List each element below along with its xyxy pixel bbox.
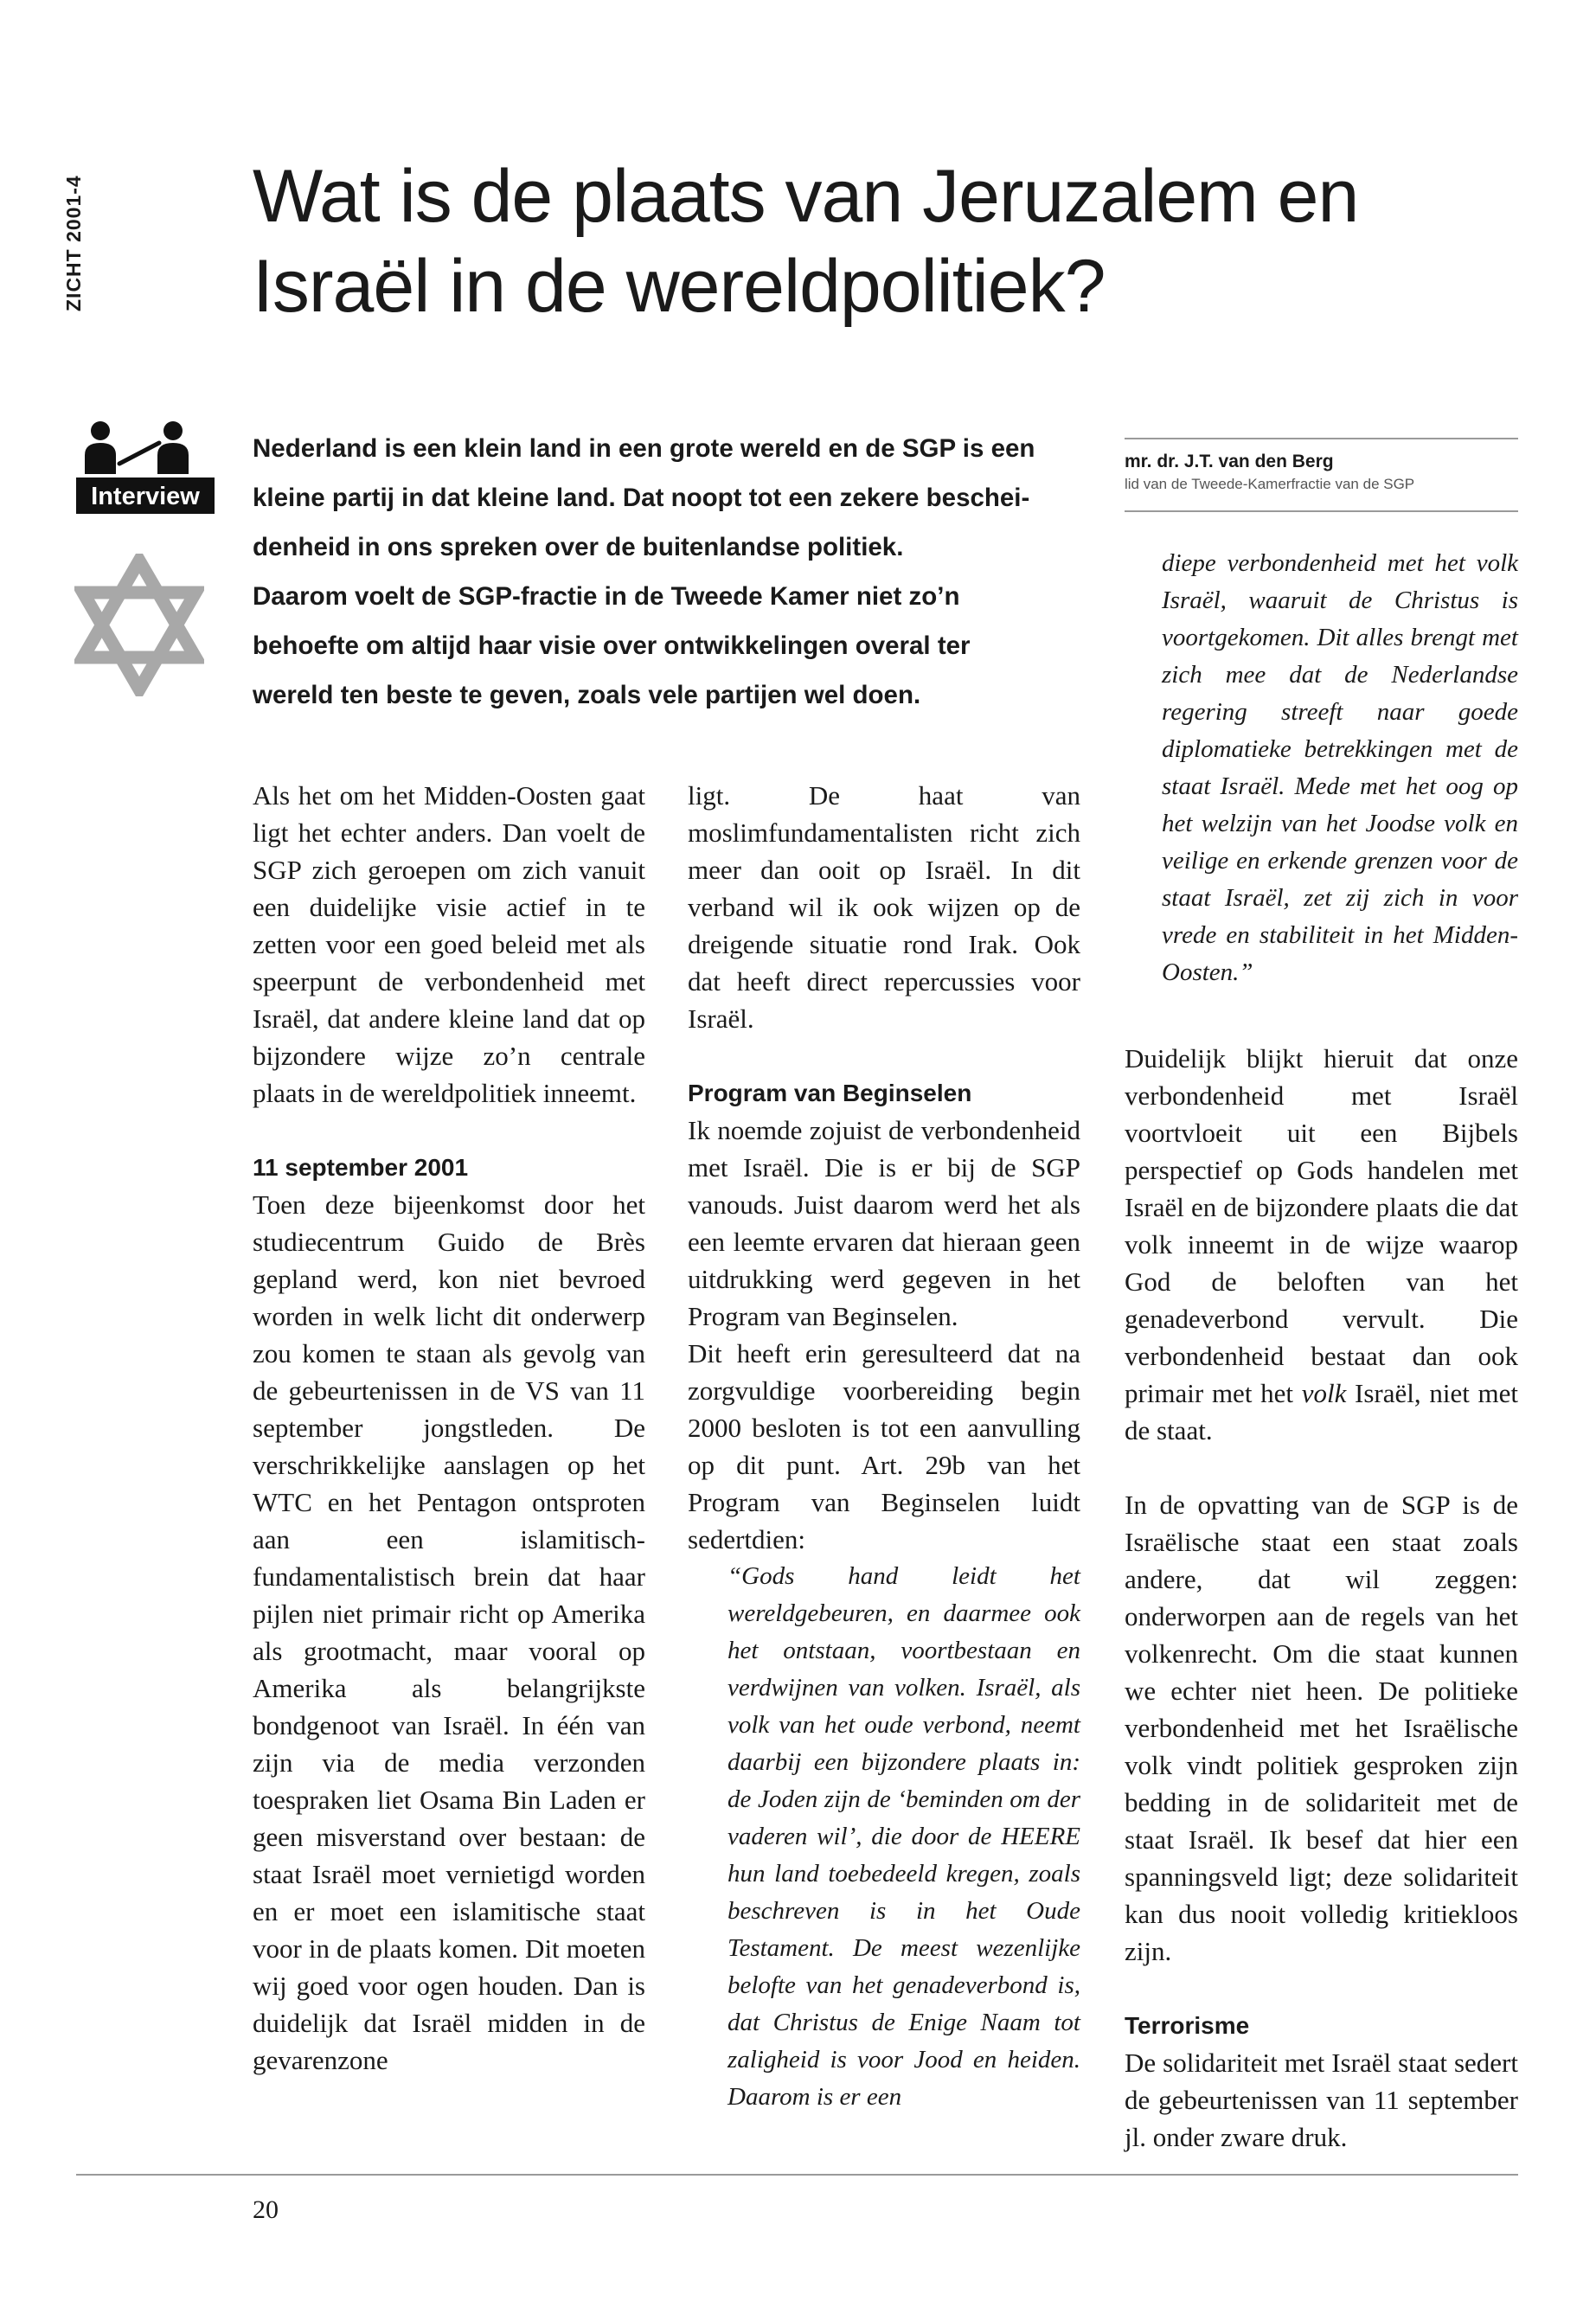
lead-line: denheid in ons spreken over de buitenlandse politiek. xyxy=(253,533,904,561)
paragraph: De solidariteit met Israël staat sedert de gebeurtenissen van 11 september jl. onder zware druk. xyxy=(1125,2048,1518,2152)
paragraph: In de opvatting van de SGP is de Israëlische staat een staat zoals andere, dat wil zeggen: onderworpen aan de regels van het volkenrecht. Om die staat kunnen we echter niet heen. De politieke verbondenheid met het Israëlische volk vindt politiek gesproken zijn bedding in de solidariteit met de staat Israël. Ik besef dat hier een spanningsveld ligt; deze solidariteit kan dus nooit volledig kritiekloos zijn. xyxy=(1125,1490,1518,1966)
section-heading: Terrorisme xyxy=(1125,2012,1250,2039)
side-label xyxy=(62,147,88,311)
emphasis: volk xyxy=(1301,1378,1347,1408)
paragraph xyxy=(1125,1040,1518,1449)
author-name: mr. dr. J.T. van den Berg xyxy=(1125,452,1334,471)
author-block xyxy=(1125,450,1518,495)
lead-line: behoefte om altijd haar visie over ontwikkelingen overal ter xyxy=(253,631,971,660)
pull-quote: diepe verbondenheid met het volk Israël, waaruit de Christus is voortgekomen. Dit alles brengt met zich mee dat de Nederlandse regering streeft naar goede diplomatieke betrekkingen met de staat Israël. Mede met het oog op het welzijn van het Joodse volk en veilige en erkende grenzen voor de staat Israël, zet zij zich in voor vrede en stabiliteit in het Midden-Oosten.” xyxy=(1162,549,1518,986)
footer-rule xyxy=(76,2174,1518,2176)
paragraph: Toen deze bijeenkomst door het studiecentrum Guido de Brès gepland werd, kon niet bevroed worden in welk licht dit onderwerp zou komen te staan als gevolg van de gebeurtenissen in de VS van 11 september jongstleden. De verschrikkelijke aanslagen op het WTC en het Pentagon ontsproten aan een islamitisch-fundamentalistisch brein dat haar pijlen niet primair richt op Amerika als grootmacht, maar vooral op Amerika als belangrijkste bondgenoot van Israël. In één van zijn via de media verzonden toespraken liet Osama Bin Laden er geen misverstand over bestaan: de staat Israël moet vernietigd worden en er moet een islamitische staat voor in de plaats komen. Dit moeten wij goed voor ogen houden. Dan is duidelijk dat Israël midden in de gevarenzone xyxy=(253,1189,645,2075)
lead-line: wereld ten beste te geven, zoals vele partijen wel doen. xyxy=(253,681,921,709)
paragraph: ligt. De haat van moslimfundamentalisten richt zich meer dan ooit op Israël. In dit verband wil ik ook wijzen op de dreigende situatie rond Irak. Ook dat heeft direct repercussies voor Israël. xyxy=(688,780,1080,1034)
title-line-1: Wat is de plaats van Jeruzalem en xyxy=(253,155,1359,238)
paragraph: Als het om het Midden-Oosten gaat ligt het echter anders. Dan voelt de SGP zich geroepen om zich vanuit een duidelijke visie actief in te zetten voor een goed beleid met als speerpunt de verbondenheid met Israël, dat andere kleine land dat op bijzondere wijze zo’n centrale plaats in de wereldpolitiek inneemt. xyxy=(253,780,645,1108)
section-heading: 11 september 2001 xyxy=(253,1154,469,1181)
author-role: lid van de Tweede-Kamerfractie van de SGP xyxy=(1125,476,1415,492)
text-run: Israël, niet met de staat. xyxy=(1125,1378,1518,1445)
interview-icon xyxy=(76,420,215,514)
journal-issue: ZICHT 2001-4 xyxy=(62,175,85,311)
lead-line: Nederland is een klein land in een grote wereld en de SGP is een xyxy=(253,434,1035,463)
column-3 xyxy=(1125,1040,1518,2156)
star-of-david-icon xyxy=(74,554,204,696)
lead-line: kleine partij in dat kleine land. Dat noopt tot een zekere beschei- xyxy=(253,484,1030,512)
section-heading: Program van Beginselen xyxy=(688,1080,972,1106)
column-2 xyxy=(688,777,1080,2116)
interview-label: Interview xyxy=(91,483,200,510)
page-number: 20 xyxy=(253,2195,279,2224)
column-1 xyxy=(253,777,645,2079)
paragraph: Ik noemde zojuist de verbondenheid met Israël. Die is er bij de SGP vanouds. Juist daarom werd het als een leemte ervaren dat hieraan geen uitdrukking werd gegeven in het Program van Beginselen. xyxy=(688,1115,1080,1331)
lead-paragraph xyxy=(253,424,1079,720)
page-title xyxy=(253,151,1481,331)
author-top-rule xyxy=(1125,438,1518,439)
author-bottom-rule xyxy=(1125,510,1518,512)
lead-line: Daarom voelt de SGP-fractie in de Tweede Kamer niet zo’n xyxy=(253,582,960,611)
paragraph: Dit heeft erin geresulteerd dat na zorgvuldige voorbereiding begin 2000 besloten is tot een aanvulling op dit punt. Art. 29b van het Program van Beginselen luidt sedertdien: xyxy=(688,1338,1080,1554)
program-quote: “Gods hand leidt het wereldgebeuren, en daarmee ook het ontstaan, voortbestaan en verdwijnen van volken. Israël, als volk van het oude verbond, neemt daarbij een bijzondere plaats in: de Joden zijn de ‘beminden om der vaderen wil’, die door de HEERE hun land toebedeeld kregen, zoals beschreven is in het Oude Testament. De meest wezenlijke belofte van het genadeverbond is, dat Christus de Enige Naam tot zaligheid is voor Jood en heiden. Daarom is er een xyxy=(727,1562,1080,2111)
title-line-2: Israël in de wereldpolitiek? xyxy=(253,245,1106,328)
text-run: Duidelijk blijkt hieruit dat onze verbondenheid met Israël voortvloeit uit een Bijbels perspectief op Gods handelen met Israël en de bijzondere plaats die dat volk inneemt in de wijze waarop God de beloften van het genadeverbond vervult. Die verbondenheid bestaat dan ook primair met het xyxy=(1125,1043,1518,1408)
